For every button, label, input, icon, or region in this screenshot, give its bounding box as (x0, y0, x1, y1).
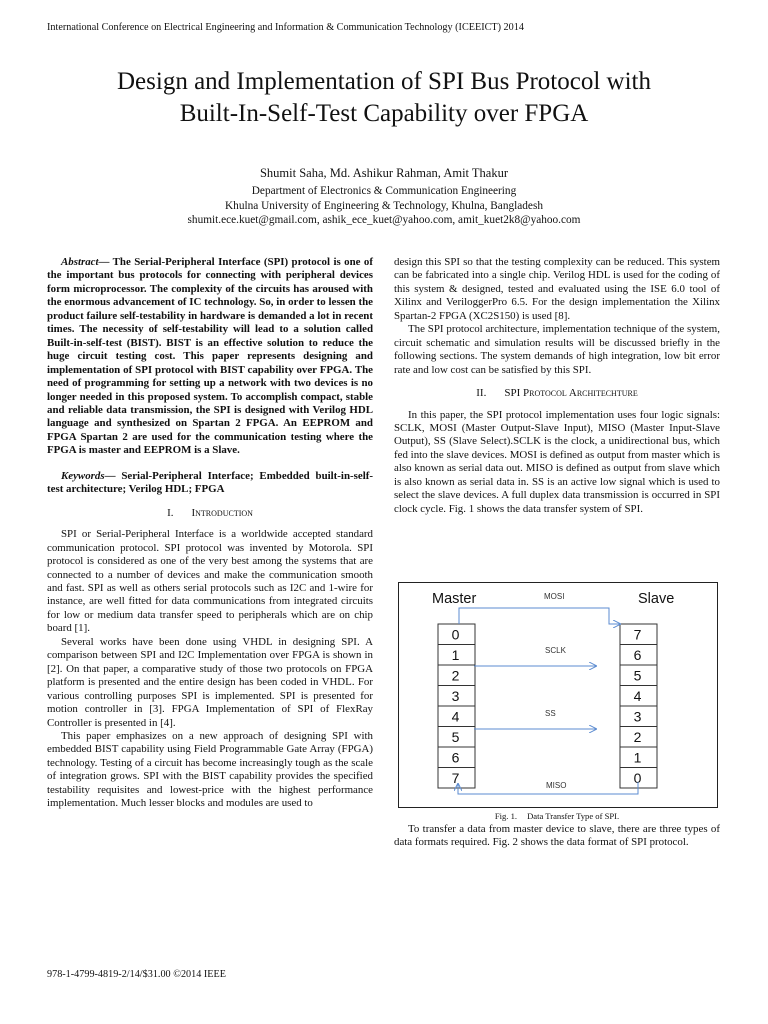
master-cell-label: 4 (451, 708, 460, 725)
ss-label: SS (545, 709, 556, 718)
emails: shumit.ece.kuet@gmail.com, ashik_ece_kuet@yahoo.com, amit_kuet2k8@yahoo.com (187, 214, 581, 226)
master-cell-label: 6 (451, 749, 460, 766)
slave-cell-label: 5 (633, 667, 642, 684)
section-heading-architecture (394, 387, 720, 400)
master-cell-label: 7 (451, 770, 460, 786)
master-label: Master (432, 591, 477, 607)
master-cell-label: 3 (451, 688, 460, 704)
after-figure-paragraph: To transfer a data from master device to slave, there are three types of data formats required. Fig. 2 shows the data format of SPI protocol. (394, 823, 720, 849)
intro-paragraph-1: SPI or Serial-Peripheral Interface is a worldwide accepted standard communication protocol. SPI protocol was invented by Motorola. SPI protocol is considered as one of the very best among the systems that are connected to a number of devices and make the communication smooth and fast. SPI as well as others serial protocols such as I2C and 1-wire for instance, are well fitted for data communications from integrated circuits for low or medium data transfer speed to peripherals which are on chip board [1]. (47, 528, 373, 635)
slave-cell-label: 4 (633, 688, 642, 704)
section-title: Introduction (191, 506, 253, 519)
figure-caption-text: Data Transfer Type of SPI. (527, 811, 620, 821)
intro-paragraph-2: Several works have been done using VHDL in designing SPI. A comparison between SPI and I2C Implementation over FPGA is shown in [2]. On that paper, a comparative study of those two protocols on FPGA platform is presented and the entire design has been coded in VHDL. For various controlling purposes SPI is implemented. SPI is presented for motion controller in [3]. FPGA Implementation of SPI of FlexRay Controller is presented in [4]. (47, 635, 373, 729)
master-cell-label: 0 (451, 626, 460, 643)
conference-header: International Conference on Electrical Engineering and Information & Communication Technology (ICEEICT) 2014 (47, 22, 524, 33)
keywords-lead: Keywords (61, 469, 105, 482)
left-column (47, 256, 373, 811)
slave-cell-label: 0 (633, 770, 642, 786)
slave-cell-label: 3 (633, 708, 642, 725)
abstract (47, 256, 373, 458)
university: Khulna University of Engineering & Technology, Khulna, Bangladesh (225, 199, 543, 212)
master-cell-label: 1 (451, 647, 460, 663)
right-column (394, 256, 720, 516)
after-figure-text (394, 823, 720, 850)
authors: Shumit Saha, Md. Ashikur Rahman, Amit Thakur (259, 166, 509, 180)
figure-caption (394, 811, 720, 821)
keywords-text: — Serial-Peripheral Interface; Embedded built-in-self-test architecture; Verilog HDL; FPGA (47, 469, 373, 496)
master-shift-register (438, 624, 475, 788)
section-title: SPI Protocol Architechture (504, 387, 638, 400)
slave-cell-label: 1 (633, 749, 642, 766)
spi-diagram (398, 582, 718, 808)
abstract-text: — The Serial-Peripheral Interface (SPI) protocol is one of the important bus protocols for connecting with peripheral devices form microprocessor. The complexity of the circuits has aroused with the enormous advancement of IC technology. So, in order to lessen the product failure self-testability in hardware is demanded a lot in recent times. The necessity of self-testability will lead to a solution called Built-in-self-test (BIST). BIST is an effective solution to reduce the huge circuit testing cost. This paper represents designing and implementation of SPI protocol with BIST capability over FPGA. The need of programming for setting up a network with two devices is no longer needed in this proposed system. To accomplish compact, stable and reliable data transmission, the SPI is designed with Verilog HDL language and synthesized on Spartan 2 FPGA. An EEPROM and FPGA Spartan 2 are used for the communication testing where the FPGA is master and EEPROM is a Slave. (47, 256, 373, 457)
continued-paragraph: design this SPI so that the testing complexity can be reduced. This system can be fabricated into a single chip. Verilog HDL is used for the coding of this system & designed, tested and evaluated using the ISE 6.0 tool of Xilinx and VeriloggerPro 6.5. For the design implementation the Xilinx Spartan-2 FPGA (XC2S150) is used [8]. (394, 256, 720, 322)
abstract-lead: Abstract (61, 256, 99, 268)
right-paragraph-3: In this paper, the SPI protocol implementation uses four logic signals: SCLK, MOSI (Master Output-Slave Input), MISO (Master Input-Slave Output), SS (Slave Select).SCLK is the clock, a unidirectional bus, which fed into the slave devices. MOSI is defined as output from master which is also known as serial data out. MISO is defined as output from slave which is also known as serial data in. SS is an active low signal which is used to select the slave devices. A full duplex data transmission is occurred in SPI clock cycle. Fig. 1 shows the data transfer system of SPI. (394, 408, 720, 515)
mosi-label: MOSI (544, 592, 565, 601)
sclk-label: SCLK (545, 646, 566, 655)
department: Department of Electronics & Communication Engineering (251, 185, 517, 197)
intro-paragraph-3: This paper emphasizes on a new approach of designing SPI with embedded BIST capability using Field Programmable Gate Array (FPGA) technology. Testing of a circuit has become increasingly tough as the scale of integration grows. SPI with the BIST capability provides the specified testability requisites and lowest-price with the highest performance implementation. Much lesser blocks and modules are used to (47, 729, 373, 810)
copyright-footer: 978-1-4799-4819-2/14/$31.00 ©2014 IEEE (47, 969, 226, 980)
slave-cell-label: 7 (633, 626, 642, 643)
section-heading-introduction (47, 507, 373, 520)
miso-label: MISO (546, 781, 567, 790)
slave-cell-label: 6 (633, 647, 642, 663)
slave-label: Slave (638, 591, 675, 607)
paper-title (30, 66, 738, 130)
slave-shift-register (620, 624, 657, 788)
keywords (47, 470, 373, 497)
section-number: II. (476, 387, 487, 400)
master-cell-label: 2 (451, 667, 460, 684)
title-line-1: Design and Implementation of SPI Bus Protocol with (117, 68, 651, 95)
figure-caption-label: Fig. 1. (494, 811, 518, 821)
slave-cell-label: 2 (633, 729, 642, 745)
section-number: I. (167, 506, 174, 519)
title-line-2: Built-In-Self-Test Capability over FPGA (179, 100, 589, 127)
affiliation (0, 184, 768, 228)
spi-figure (398, 582, 718, 808)
right-paragraph-2: The SPI protocol architecture, implementation technique of the system, circuit schematic and simulation results will be discussed briefly in the following sections. The system demands of high integration, low bit error rate and low cost can be satisfied by this SPI. (394, 323, 720, 376)
master-cell-label: 5 (451, 729, 460, 745)
